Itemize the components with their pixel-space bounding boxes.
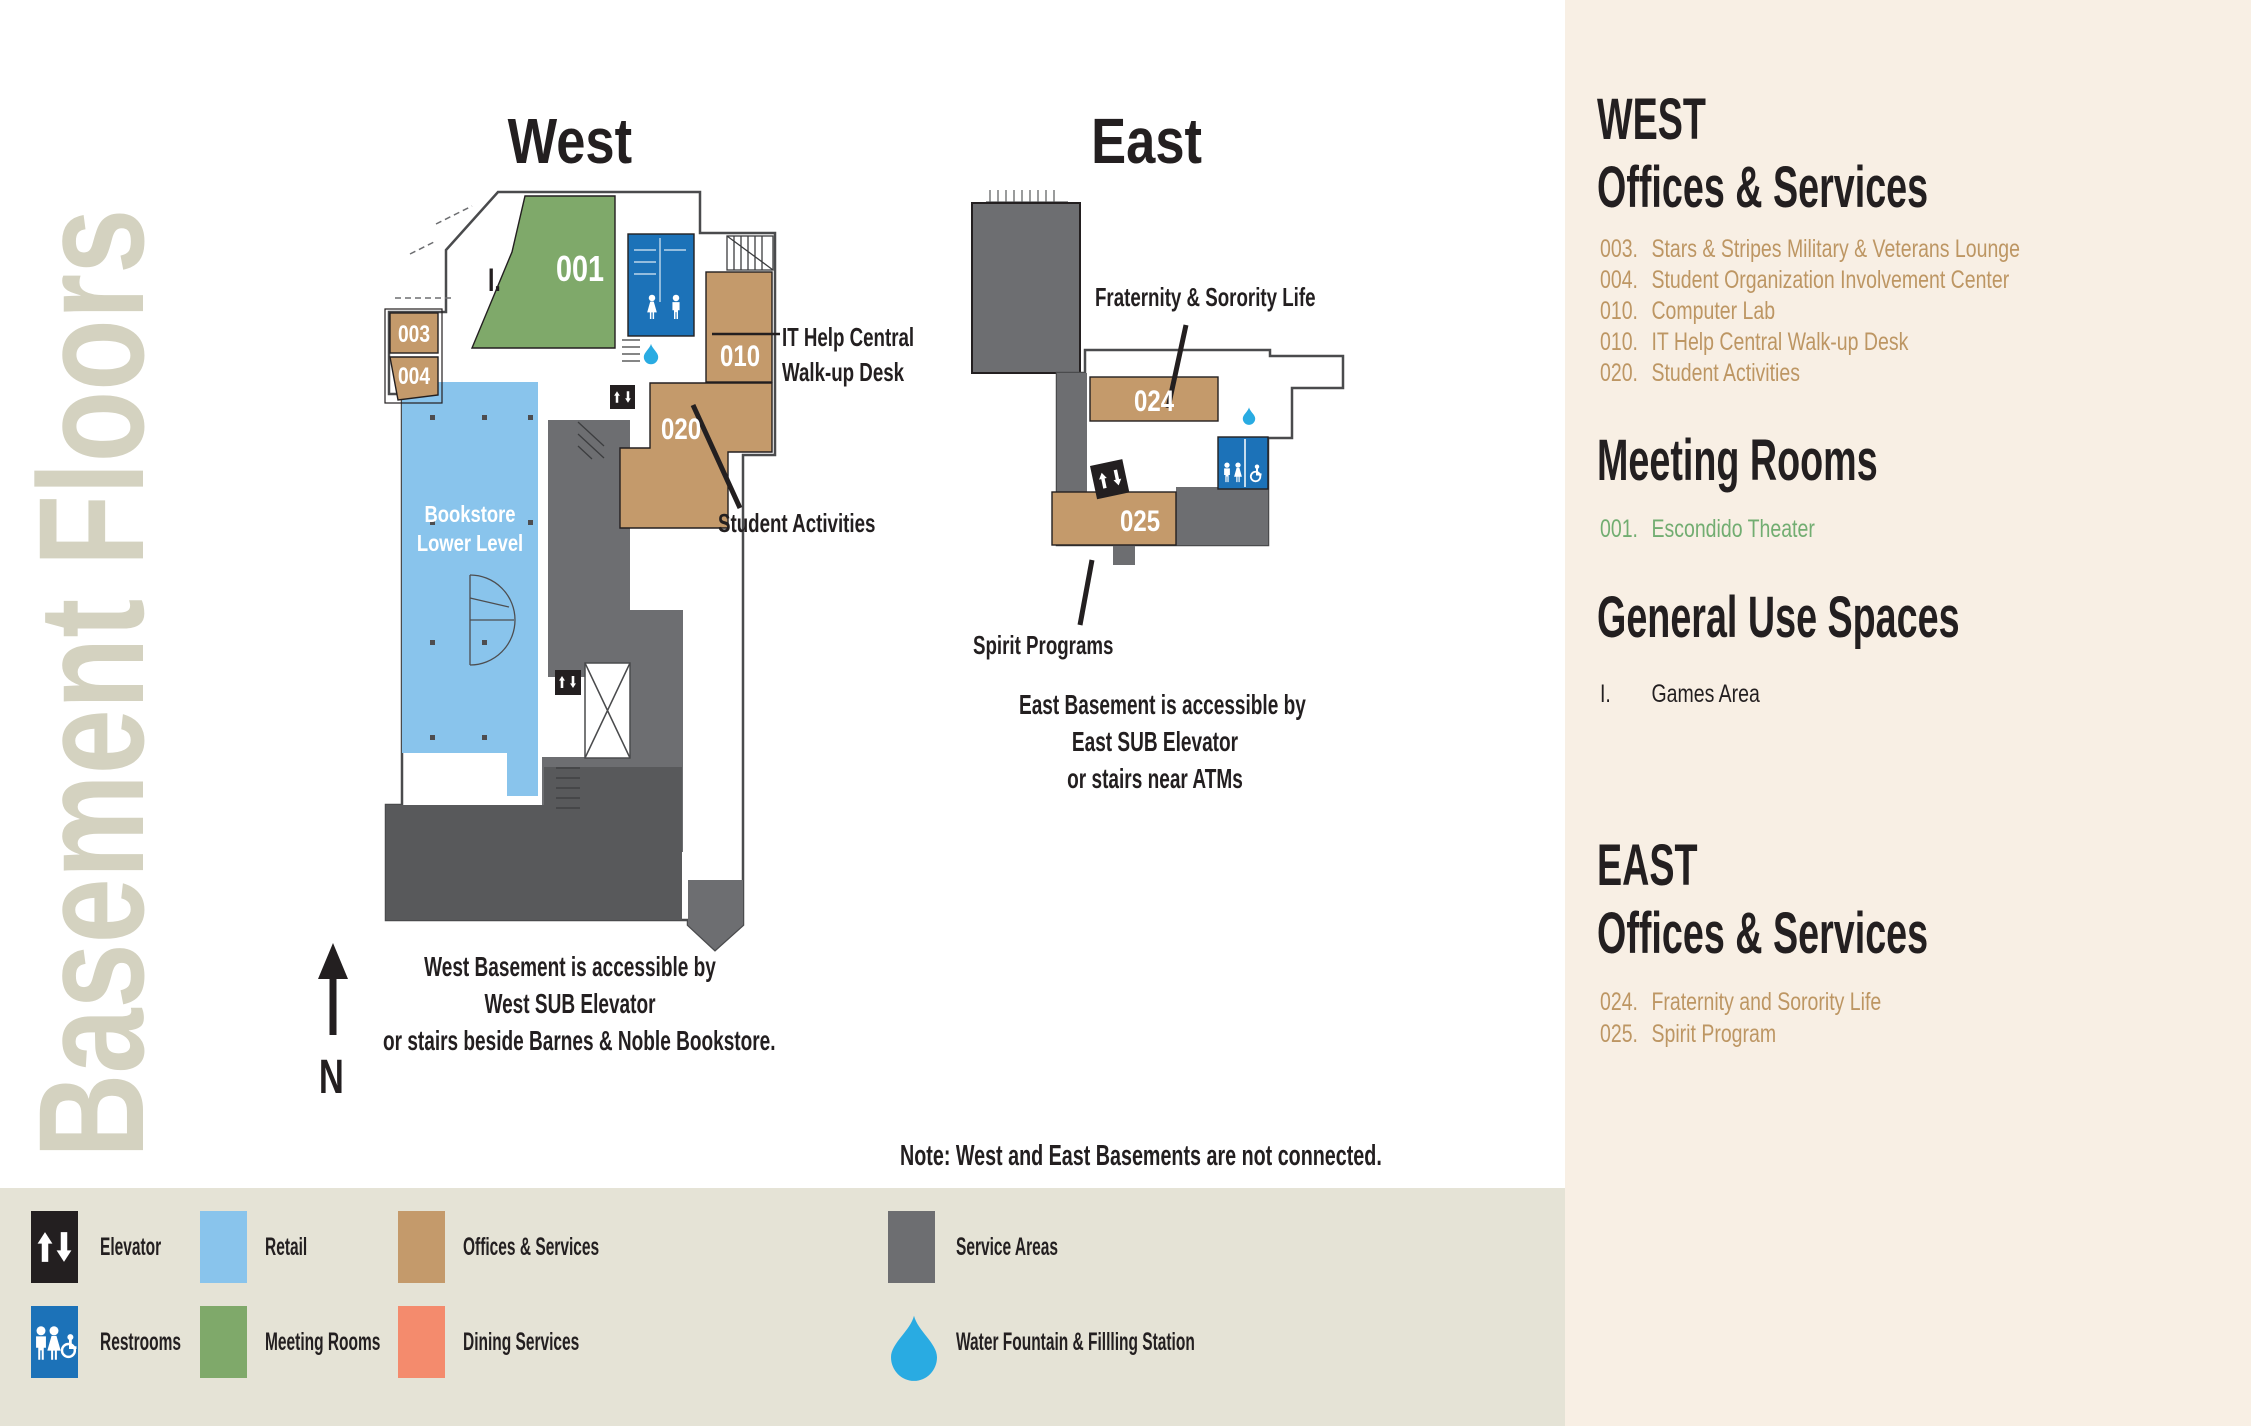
west-floor-plan	[260, 180, 960, 960]
directory-item: 025. Spirit Program	[1600, 1020, 1777, 1048]
retail-swatch	[200, 1211, 247, 1283]
room-label-024: 024	[1133, 385, 1175, 418]
directory-item: 024. Fraternity and Sorority Life	[1600, 988, 1882, 1016]
water-fountain-legend-icon	[885, 1296, 947, 1391]
meeting-rooms-heading: Meeting Rooms	[1597, 428, 1878, 493]
room-label-025: 025	[1119, 505, 1161, 538]
directory-item: 001. Escondido Theater	[1600, 515, 1815, 543]
legend-label-water-fountain: Water Fountain & Fillling Station	[956, 1328, 1195, 1356]
bookstore-label: Bookstore Lower Level	[416, 501, 524, 556]
legend-label-offices-services: Offices & Services	[463, 1233, 600, 1261]
east-section-heading: EAST Offices & Services	[1597, 833, 1929, 966]
directory-item: 003. Stars & Stripes Military & Veterans Lounge	[1600, 235, 2020, 263]
room-label-010: 010	[719, 340, 761, 373]
directory-item: 010. Computer Lab	[1600, 297, 1776, 325]
bookstore-area	[402, 382, 538, 796]
it-help-callout-label: IT Help Central Walk-up Desk	[782, 322, 915, 387]
legend-label-dining-services: Dining Services	[463, 1328, 580, 1356]
legend-label-retail: Retail	[265, 1233, 308, 1261]
legend-label-elevator: Elevator	[100, 1233, 162, 1261]
room-label-001: 001	[555, 248, 605, 289]
east-service-nub	[1113, 545, 1135, 565]
west-map-title: West	[507, 105, 633, 177]
east-access-note: East Basement is accessible by East SUB Elevator or stairs near ATMs	[1019, 689, 1306, 794]
directory-item: 004. Student Organization Involvement Center	[1600, 266, 2010, 294]
north-arrow-icon	[305, 935, 375, 1045]
directory-item: 010. IT Help Central Walk-up Desk	[1600, 328, 1909, 356]
elevator-icon	[610, 385, 635, 409]
legend-label-service-areas: Service Areas	[956, 1233, 1058, 1261]
legend	[0, 1188, 1565, 1426]
student-activities-callout-label: Student Activities	[718, 508, 876, 538]
north-label: N	[318, 1051, 344, 1104]
legend-label-restrooms: Restrooms	[100, 1328, 181, 1356]
east-map-title: East	[1091, 105, 1203, 177]
directory-item: I. Games Area	[1600, 680, 1760, 708]
offices-services-swatch	[398, 1211, 445, 1283]
fraternity-callout-label: Fraternity & Sorority Life	[1095, 282, 1316, 312]
west-restrooms	[628, 234, 694, 336]
west-section-heading: WEST Offices & Services	[1597, 87, 1929, 220]
room-label-004: 004	[397, 363, 431, 390]
room-label-003: 003	[397, 321, 431, 348]
elevator-icon	[1090, 459, 1129, 499]
east-restrooms	[1218, 437, 1268, 489]
directory-item: 020. Student Activities	[1600, 359, 1800, 387]
general-use-spaces-heading: General Use Spaces	[1597, 585, 1960, 650]
east-hatch-lines	[986, 190, 1068, 202]
elevator-legend-icon	[31, 1211, 78, 1283]
restrooms-legend-icon	[31, 1306, 78, 1378]
page-title: Basement Floors	[7, 208, 175, 1158]
legend-label-meeting-rooms: Meeting Rooms	[265, 1328, 381, 1356]
east-service-lower	[1176, 487, 1268, 545]
not-connected-note: Note: West and East Basements are not connected.	[900, 1140, 1382, 1172]
service-areas-swatch	[888, 1211, 935, 1283]
west-access-note: West Basement is accessible by West SUB Elevator or stairs beside Barnes & Noble Bookstore.	[383, 951, 776, 1056]
room-label-020: 020	[660, 413, 702, 446]
elevator-icon	[555, 670, 581, 695]
elevator-shaft	[585, 663, 630, 758]
spirit-callout-label: Spirit Programs	[973, 630, 1114, 660]
games-area-marker: I.	[488, 262, 501, 298]
